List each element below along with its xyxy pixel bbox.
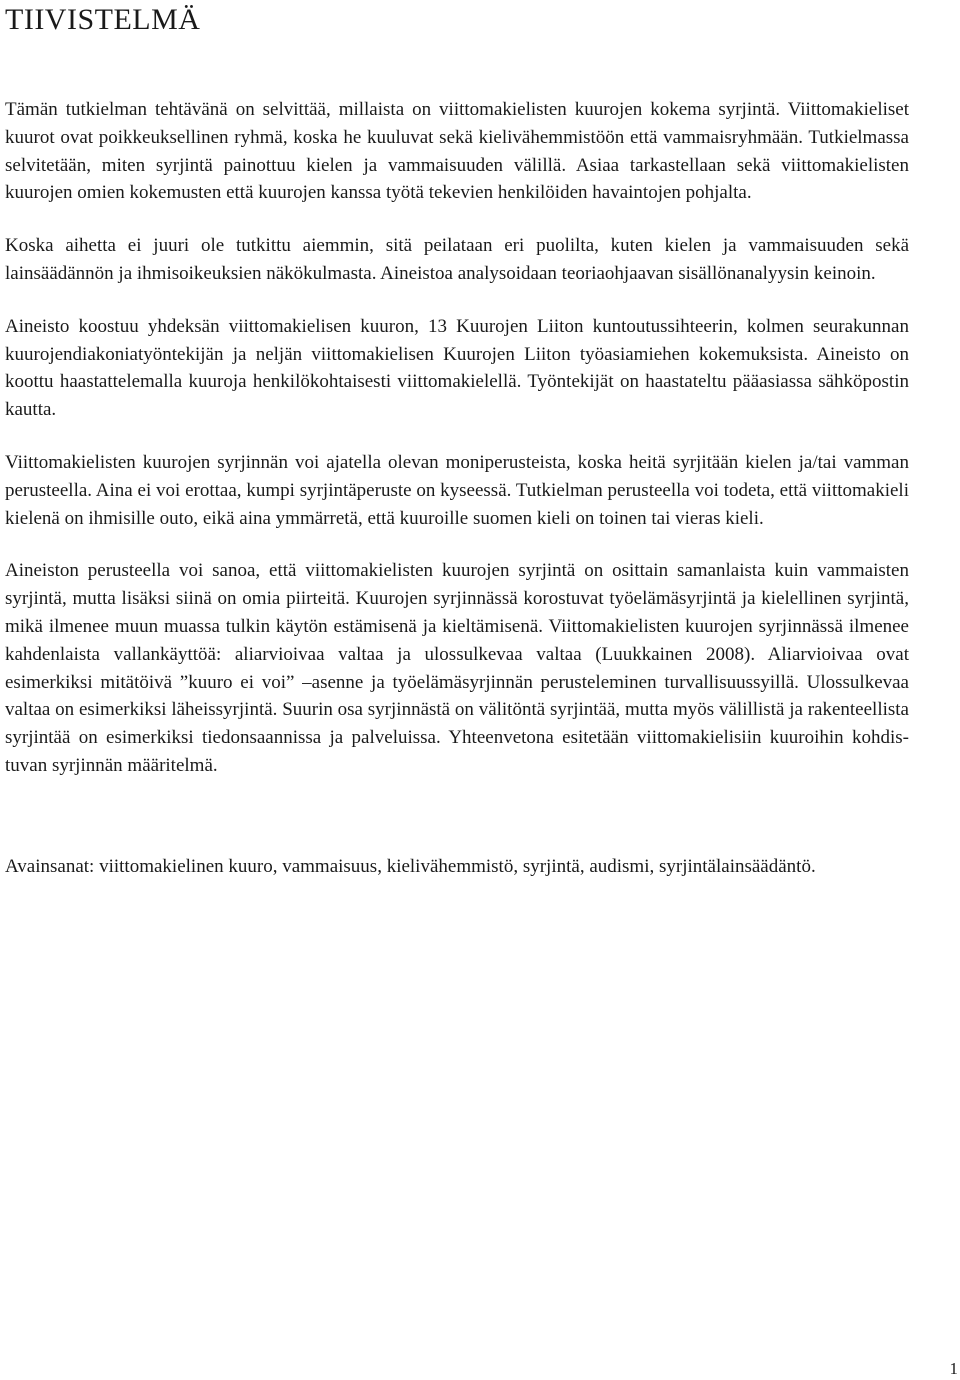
abstract-paragraph-5: Aineiston perusteella voi sanoa, että viittomakielisten kuurojen syrjintä on osittain samanlaista kuin vammaisten syrjintä, mutta lisäksi siinä on omia piirteitä. Kuurojen syrjinnässä korostuvat työelämäsyrjintä ja kielellinen syrjintä, mikä ilmenee muun muassa tulkin käytön estämisenä ja kieltämisenä. Viittomakielisten kuurojen syrjinnässä ilmenee kahdenlaista vallankäyttöä: aliarvioivaa valtaa ja ulossulkevaa valtaa (Luukkainen 2008). Aliarvioivaa ovat esimerkiksi mitätöivä ”kuuro ei voi” –asenne ja työelämäsyrjinnän perusteleminen turvallisuussyillä. Ulossulkevaa valtaa on esimerkiksi läheissyrjintä. Suurin osa syrjinnästä on välitöntä syrjintää, mutta myös välillistä ja rakenteellista syrjintää on esimerkiksi tiedonsaannissa ja palveluissa. Yhteenvetona esitetään viittomakielisiin kuuroihin kohdistuvan syrjinnän määritelmä. <box>5 560 909 776</box>
page-number: 1 <box>949 1359 958 1378</box>
abstract-paragraph-3: Aineisto koostuu yhdeksän viittomakielisen kuuron, 13 Kuurojen Liiton kuntoutussihteerin, kolmen seurakunnan kuurojendiakoniatyöntekijän ja neljän viittomakielisen Kuurojen Liiton työasiamiehen kokemuksista. Aineisto on koottu haastattelemalla kuuroja henkilökohtaisesti viittomakielellä. Työntekijät on haastateltu pääasiassa sähköpostin kautta. <box>5 315 909 421</box>
abstract-paragraph-4: Viittomakielisten kuurojen syrjinnän voi ajatella olevan moniperusteista, koska heitä syrjitään kielen ja/tai vamman perusteella. Aina ei voi erottaa, kumpi syrjintäperuste on kyseessä. Tutkielman perusteella voi todeta, että viittomakieli kielenä on ihmisille outo, eikä aina ymmärretä, että kuuroille suomen kieli on toinen tai vieras kieli. <box>5 451 909 529</box>
page-title: TIIVISTELMÄ <box>5 3 201 36</box>
abstract-paragraph-2: Koska aihetta ei juuri ole tutkittu aiemmin, sitä peilataan eri puolilta, kuten kielen ja vammaisuuden sekä lainsäädännön ja ihmisoikeuksien näkökulmasta. Aineistoa analysoidaan teoriaohjaavan sisällönanalyysin keinoin. <box>5 235 909 284</box>
abstract-paragraph-1: Tämän tutkielman tehtävänä on selvittää, millaista on viittomakielisten kuurojen kokema syrjintä. Viittomakieliset kuurot ovat poikkeuksellinen ryhmä, koska he kuuluvat sekä kielivähemmistöön että vammaisryhmään. Tutkielmassa selvitetään, miten syrjintä painottuu kielen ja vammaisuuden välillä. Asiaa tarkastellaan sekä viittomakielisten kuurojen omien kokemusten että kuurojen kanssa työtä tekevien henkilöiden havaintojen pohjalta. <box>5 99 909 204</box>
document-page <box>5 0 909 906</box>
abstract-body <box>5 96 909 780</box>
keywords: Avainsanat: viittomakielinen kuuro, vammaisuus, kielivähemmistö, syrjintä, audismi, syrjintälainsäädäntö. <box>5 855 816 877</box>
